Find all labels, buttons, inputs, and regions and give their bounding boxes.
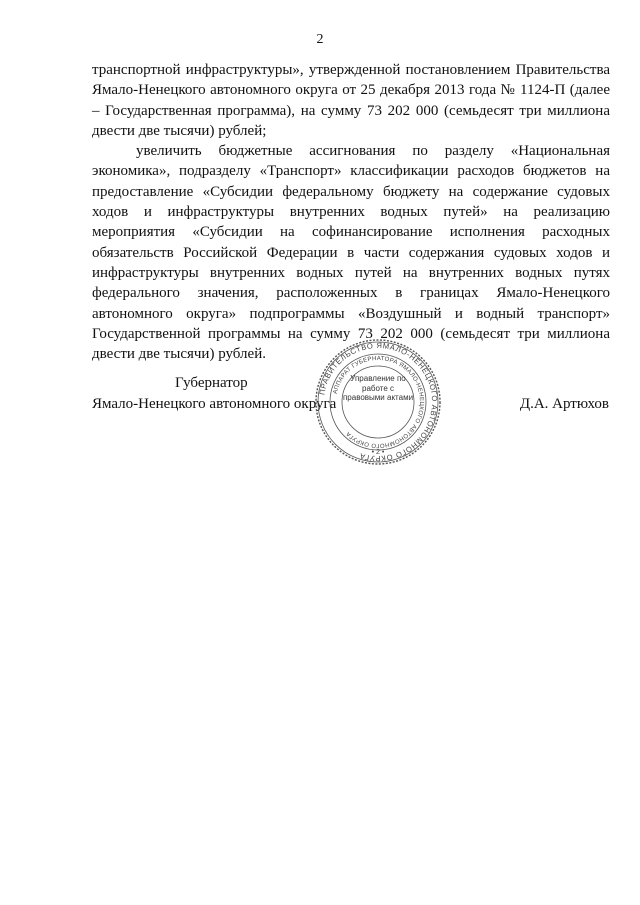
signatory-title-region: Ямало-Ненецкого автономного округа [92, 396, 337, 412]
seal-center-text: Управление по работе с правовыми актами [342, 374, 414, 402]
paragraph-continuation: транспортной инфраструктуры», утвержденной постановлением Правительства Ямало-Ненецкого автономного округа от 25 декабря 2013 года № 1124-П (далее – Государственная программа), на сумму 73 202 000 (семьдесят три миллиона двести две тысячи) рублей; [92, 62, 610, 139]
seal-outer-text: ПРАВИТЕЛЬСТВО ЯМАЛО-НЕНЕЦКОГО АВТОНОМНОГО ОКРУГА [317, 340, 440, 464]
page-number: 2 [316, 32, 324, 47]
paragraph-budget-increase: увеличить бюджетные ассигнования по разделу «Национальная экономика», подразделу «Транспорт» классификации расходов бюджетов на предоставление «Субсидии федеральному бюджету на содержание судовых ходов и инфраструктуры внутренних водных путей» на реализацию мероприятия «Субсидии на софинансирование исполнения расходных обязательств Российской Федерации в части содержания судовых ходов и инфраструктуры внутренних водных путей на внутренних водных путях федерального значения, расположенных в границах Ямало-Ненецкого автономного округа» подпрограммы «Воздушный и водный транспорт» Государственной программы на сумму 73 202 000 (семьдесят три миллиона двести две тысячи) рублей. [92, 143, 610, 363]
seal-inner-text: АППАРАТ ГУБЕРНАТОРА ЯМАЛО-НЕНЕЦКОГО АВТОНОМНОГО ОКРУГА [332, 355, 425, 449]
document-body [92, 60, 610, 364]
seal-number: • 2 • [371, 449, 385, 456]
signatory-name: Д.А. Артюхов [519, 396, 609, 412]
signatory-title: Губернатор [175, 375, 248, 391]
